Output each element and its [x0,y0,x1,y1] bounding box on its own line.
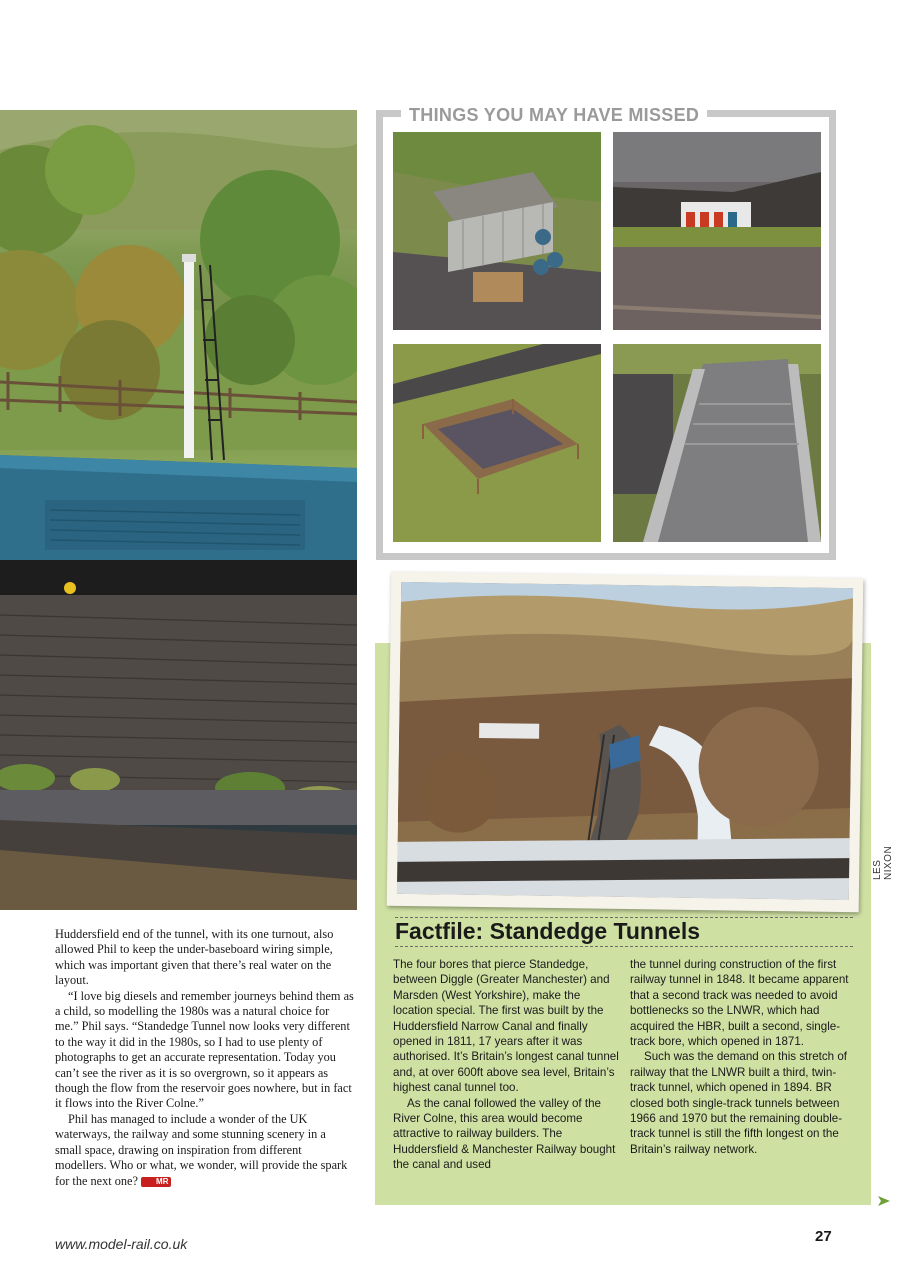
factfile-paragraph: the tunnel during construction of the first railway tunnel in 1848. It became apparent that a second track was needed to avoid bottlenecks so the LNWR, which had acquired the HBR, built a second, single-track bore, which opened in 1871. [630,958,849,1049]
valley-photo-illustration [397,582,853,900]
factfile-column-2 [630,957,858,1157]
layout-photo-class-45-locomotive [0,110,357,910]
fenced-pit-thumbnail [393,344,601,542]
things-you-may-have-missed-box [376,105,836,560]
factfile-paragraph: Such was the demand on this stretch of railway that the LNWR built a third, twin-track tunnel, which opened in 1894. BR closed both single-track tunnels between 1966 and 1970 but the remaining double-track tunnel is still the fifth longest on the Britain’s railway network. [630,1050,848,1156]
body-paragraph: Phil has managed to include a wonder of the UK waterways, the railway and some stunning scenery in a small space, drawing on inspiration from different modellers. Who or what, we wonder, will provide the spark for the next one? [55,1111,348,1188]
footer-website-url[interactable]: www.model-rail.co.uk [55,1236,188,1252]
standedge-valley-photo [387,572,864,913]
factfile-paragraph: The four bores that pierce Standedge, between Diggle (Greater Manchester) and Marsden (West Yorkshire), make the location special. The first was built by the Huddersfield Narrow Canal and finally opened in 1811, 17 years after it was authorised. It’s Britain’s longest canal tunnel and, at over 600ft above sea level, Britain’s highest canal tunnel too. [393,958,619,1095]
body-paragraph: “I love big diesels and remember journeys behind them as a child, so modelling the 1980s was a natural choice for me.” Phil says. “Standedge Tunnel now looks very different to the way it did in the 1980s, so I had to use plenty of photographs to get an accurate representation. Today you can’t see the river as it is so overgrown, so it appears as though the flow from the reservoir goes nowhere, but in fact it flows into the River Colne.” [55,988,354,1111]
layout-photo-illustration [0,110,357,910]
factfile-title: Factfile: Standedge Tunnels [395,918,700,944]
model-rail-end-logo: MR [141,1177,170,1187]
footbridge-thumbnail [613,344,821,542]
photo-credit: LES NIXON [872,845,894,880]
factfile-rule-bottom [395,946,853,947]
factfile-paragraph: As the canal followed the valley of the River Colne, this area would become attractive to railway builders. The Huddersfield & Manchester Railway bought the canal and used [393,1096,616,1172]
tunnel-portal-gas-bottles-thumbnail [613,132,821,330]
factfile-column-1 [393,957,621,1173]
lineside-hut-thumbnail [393,132,601,330]
page-number: 27 [815,1228,832,1245]
missed-box-title: THINGS YOU MAY HAVE MISSED [401,105,707,126]
article-body [55,927,355,1189]
continue-arrow-icon [878,1196,890,1206]
body-paragraph: Huddersfield end of the tunnel, with its one turnout, also allowed Phil to keep the under-baseboard wiring simple, which was important given that there’s real water on the layout. [55,927,334,988]
